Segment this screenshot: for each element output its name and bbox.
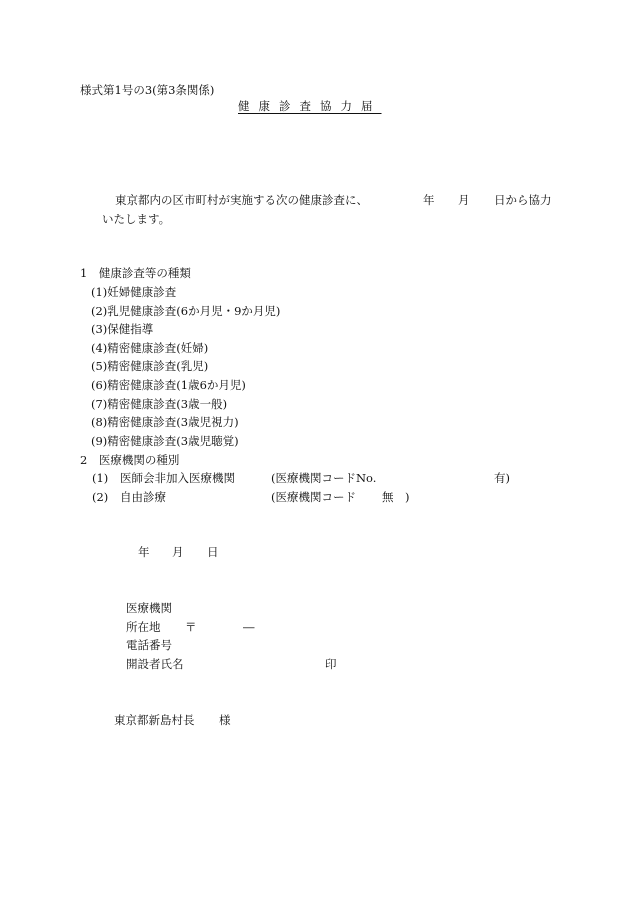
section2-heading: 2 医療機関の種別 <box>80 453 180 467</box>
postal-dash: ― <box>243 620 255 634</box>
founder-label: 開設者氏名 <box>126 657 184 671</box>
list-item: (5)精密健康診査(乳児) <box>91 359 209 373</box>
type-label: 医師会非加入医療機関 <box>120 471 235 485</box>
list-item: (1)妊婦健康診査 <box>91 285 177 299</box>
code-label: (医療機関コードNo. <box>271 471 377 485</box>
page-title: 健康診査協力届 <box>238 99 382 113</box>
list-item: (8)精密健康診査(3歳児視力) <box>91 415 239 429</box>
type-number: (2) <box>92 490 109 504</box>
code-suffix: 無 ) <box>382 490 410 504</box>
postal-mark: 〒 <box>185 620 197 634</box>
date-month: 月 <box>172 545 184 559</box>
list-item: (4)精密健康診査(妊婦) <box>91 341 209 355</box>
section1-heading: 1 健康診査等の種類 <box>80 266 191 280</box>
code-suffix: 有) <box>494 471 510 485</box>
intro-year: 年 <box>423 193 435 207</box>
addressee-honorific: 様 <box>219 713 231 727</box>
code-label: (医療機関コード <box>271 490 356 504</box>
type-label: 自由診療 <box>120 490 166 504</box>
form-number: 様式第1号の3(第3条関係) <box>80 83 215 97</box>
date-day: 日 <box>207 545 219 559</box>
intro-month: 月 <box>458 193 470 207</box>
addressee-name: 東京都新島村長 <box>114 713 195 727</box>
list-item: (9)精密健康診査(3歳児聴覚) <box>91 434 239 448</box>
list-item: (3)保健指導 <box>91 322 154 336</box>
date-year: 年 <box>138 545 150 559</box>
intro-day-suffix: 日から協力 <box>494 193 552 207</box>
list-item: (6)精密健康診査(1歳6か月児) <box>91 378 246 392</box>
address-label: 所在地 <box>126 620 161 634</box>
seal-mark: 印 <box>325 657 337 671</box>
intro-prefix: 東京都内の区市町村が実施する次の健康診査に、 <box>115 193 368 207</box>
intro-line2: いたします。 <box>102 212 171 226</box>
list-item: (2)乳児健康診査(6か月児・9か月児) <box>91 304 281 318</box>
institution-label: 医療機関 <box>126 601 172 615</box>
type-number: (1) <box>92 471 109 485</box>
list-item: (7)精密健康診査(3歳一般) <box>91 397 228 411</box>
phone-label: 電話番号 <box>126 638 172 652</box>
